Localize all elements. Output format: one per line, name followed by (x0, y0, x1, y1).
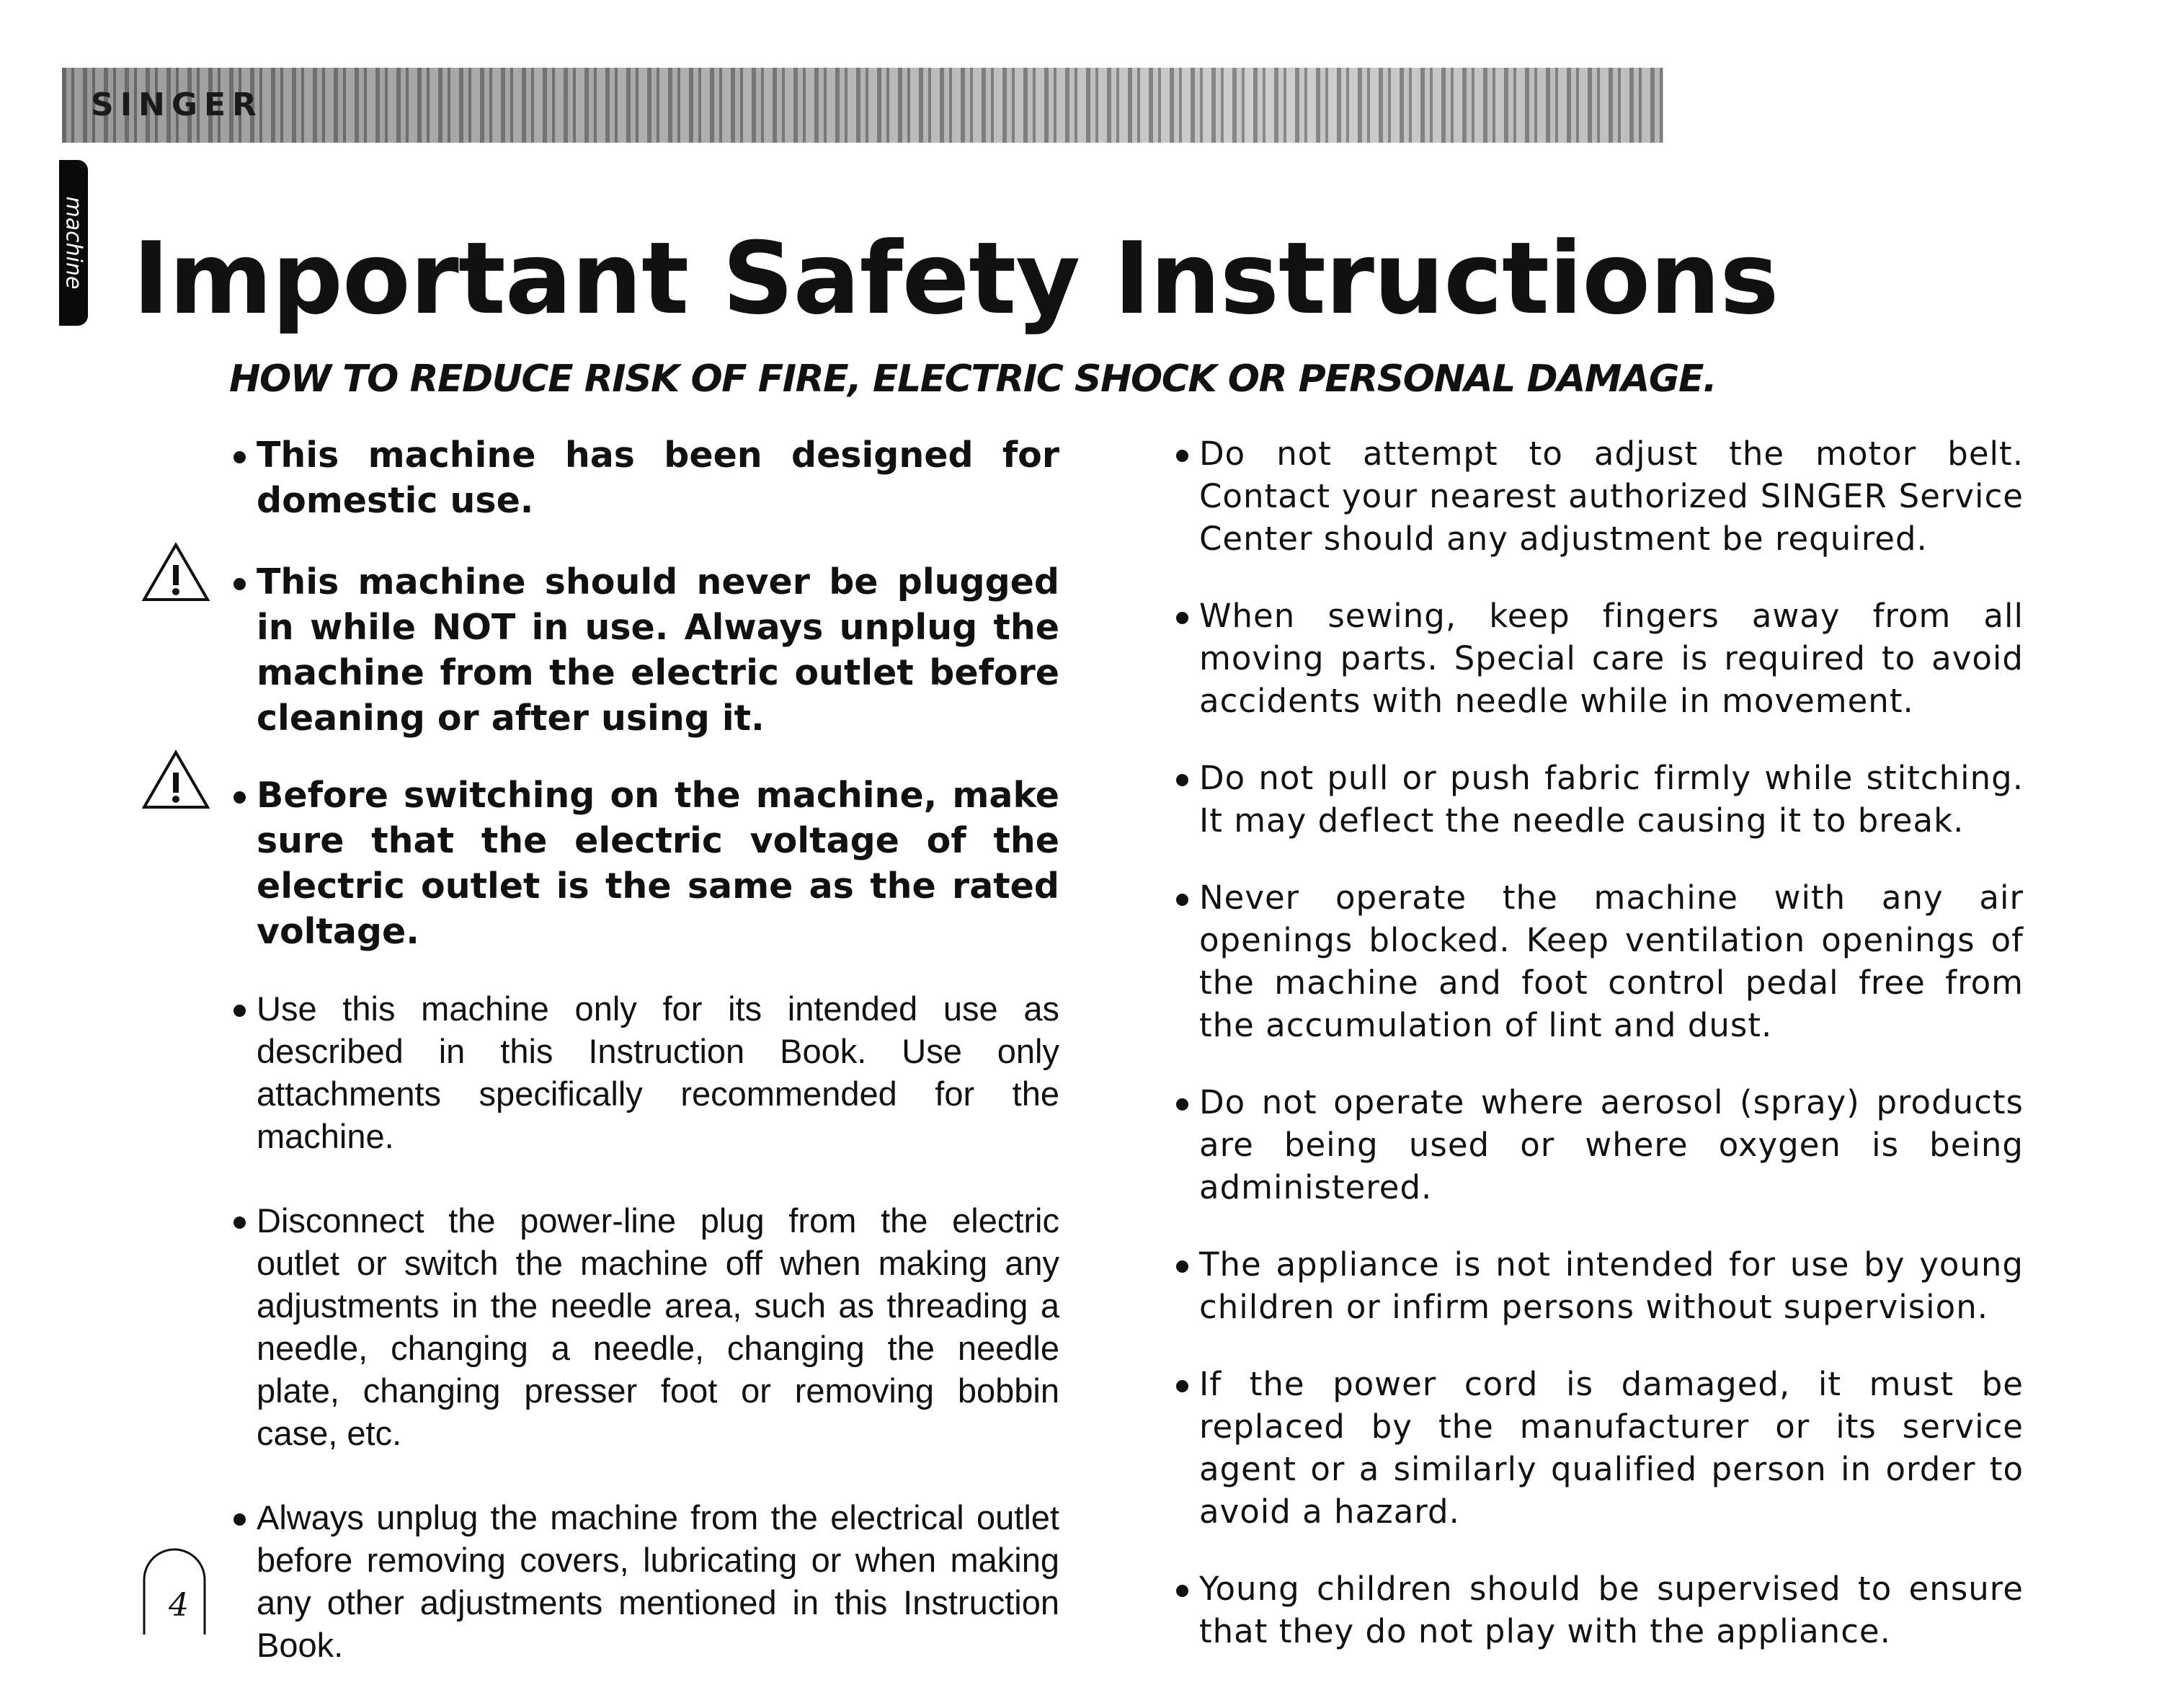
section-tab (59, 160, 88, 326)
list-item: This machine has been designed for domestic use. (231, 432, 1059, 523)
page-subtitle: HOW TO REDUCE RISK OF FIRE, ELECTRIC SHOCK OR PERSONAL DAMAGE. (229, 357, 1717, 401)
brand-logo: SINGER (91, 86, 263, 123)
page-title: Important Safety Instructions (133, 221, 1779, 337)
list-item: Young children should be supervised to ensure that they do not play with the appliance. (1173, 1567, 2024, 1653)
list-item: Before switching on the machine, make sure that the electric voltage of the electric outlet is the same as the rated voltage. (231, 773, 1059, 954)
list-item: When sewing, keep fingers away from all moving parts. Special care is required to avoid accidents with needle while in movement. (1173, 595, 2024, 722)
warning-triangle-icon (141, 542, 210, 602)
list-item: Do not operate where aerosol (spray) products are being used or where oxygen is being administered. (1173, 1081, 2024, 1209)
list-item: Use this machine only for its intended use as described in this Instruction Book. Use only attachments specifically recommended for the machine. (231, 987, 1059, 1157)
list-item: Do not pull or push fabric firmly while stitching. It may deflect the needle causing it to break. (1173, 757, 2024, 842)
header-banner (62, 68, 1663, 143)
list-item: Always unplug the machine from the electrical outlet before removing covers, lubricating or when making any other adjustments mentioned in this Instruction Book. (231, 1496, 1059, 1666)
list-item: If the power cord is damaged, it must be replaced by the manufacturer or its service agent or a similarly qualified person in order to avoid a hazard. (1173, 1363, 2024, 1533)
warning-triangle-icon (141, 750, 210, 810)
list-item: Disconnect the power-line plug from the electric outlet or switch the machine off when making any adjustments in the needle area, such as threading a needle, changing a needle, changing the needle plate, changing presser foot or removing bobbin case, etc. (231, 1199, 1059, 1454)
list-item: The appliance is not intended for use by young children or infirm persons without supervision. (1173, 1243, 2024, 1328)
section-tab-label: machine (61, 196, 86, 290)
list-item: Do not attempt to adjust the motor belt. Contact your nearest authorized SINGER Service Center should any adjustment be required. (1173, 432, 2024, 560)
left-column (231, 432, 1059, 1708)
page-number-badge (140, 1542, 209, 1634)
right-column (1173, 432, 2024, 1687)
list-item: Never operate the machine with any air openings blocked. Keep ventilation openings of the machine and foot control pedal free from the accumulation of lint and dust. (1173, 876, 2024, 1046)
list-item: This machine should never be plugged in while NOT in use. Always unplug the machine from the electric outlet before cleaning or after using it. (231, 559, 1059, 741)
page-number: 4 (169, 1587, 189, 1624)
